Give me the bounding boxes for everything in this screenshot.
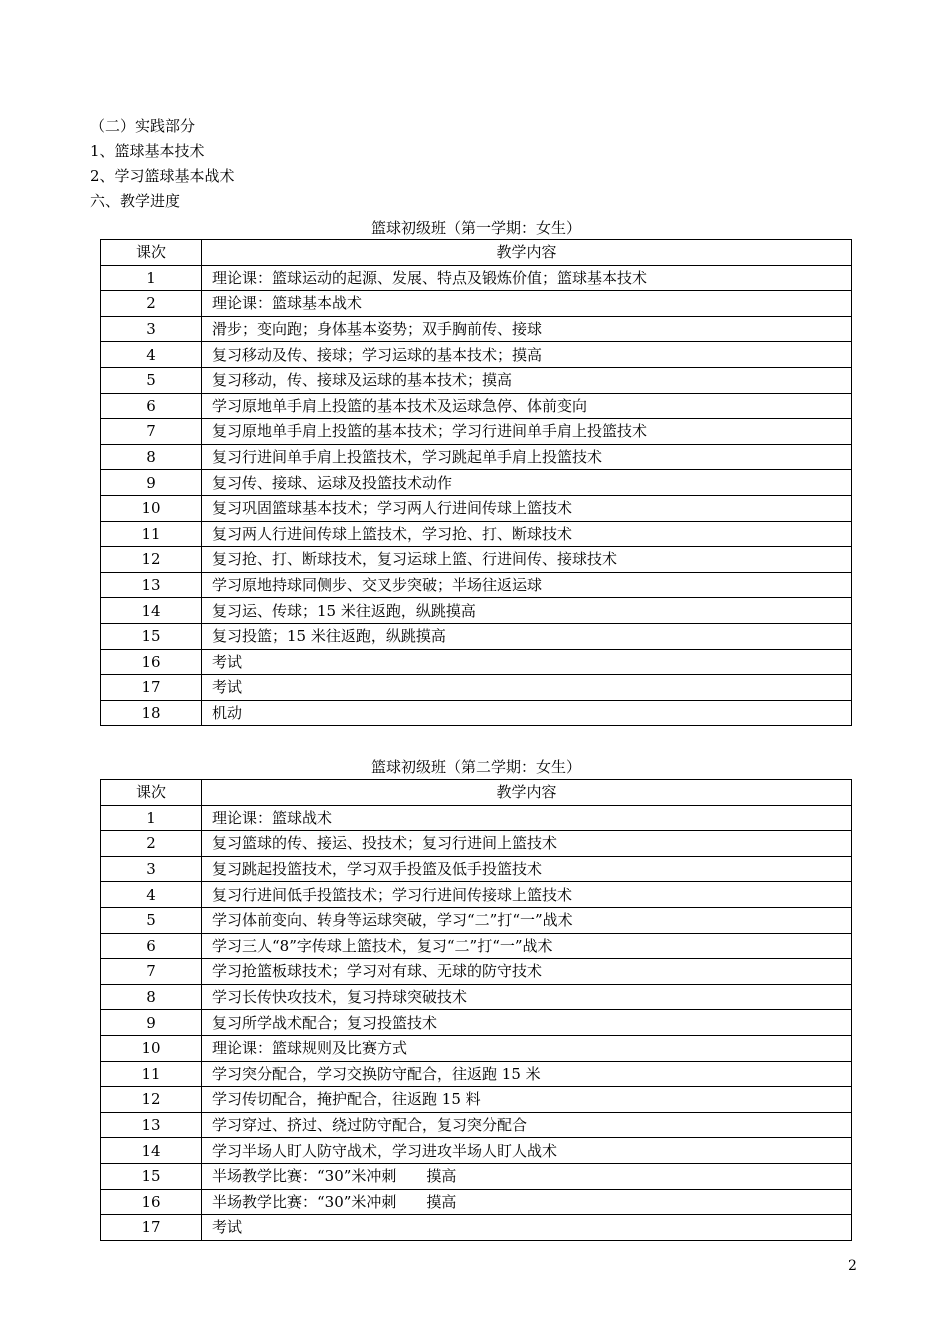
- table-row: [101, 1087, 852, 1113]
- lesson-content: 复习行进间低手投篮技术；学习行进间传接球上篮技术: [202, 882, 852, 908]
- section-heading-practice: （二）实践部分: [90, 117, 196, 135]
- lesson-number: 17: [101, 1215, 202, 1241]
- table-row: [101, 959, 852, 985]
- lesson-content: 理论课：篮球运动的起源、发展、特点及锻炼价值；篮球基本技术: [202, 265, 852, 291]
- page-number: 2: [848, 1258, 857, 1274]
- lesson-content: 学习三人“8”字传球上篮技术，复习“二”打“一”战术: [202, 933, 852, 959]
- table-row: [101, 623, 852, 649]
- lesson-content: 理论课：篮球规则及比赛方式: [202, 1035, 852, 1061]
- lesson-number: 17: [101, 675, 202, 701]
- lesson-content: 复习移动，传、接球及运球的基本技术；摸高: [202, 367, 852, 393]
- schedule-table-semester-2: [100, 779, 852, 1241]
- table-row: [101, 1035, 852, 1061]
- lesson-number: 8: [101, 444, 202, 470]
- lesson-number: 16: [101, 1189, 202, 1215]
- lesson-number: 10: [101, 495, 202, 521]
- lesson-content: 滑步；变向跑；身体基本姿势；双手胸前传、接球: [202, 316, 852, 342]
- lesson-content: 半场教学比赛：“30”米冲刺 摸高: [202, 1189, 852, 1215]
- table-row: [101, 291, 852, 317]
- table-row: [101, 984, 852, 1010]
- lesson-number: 11: [101, 521, 202, 547]
- header-lesson: 课次: [101, 780, 202, 806]
- table-row: [101, 1138, 852, 1164]
- lesson-number: 7: [101, 959, 202, 985]
- lesson-number: 10: [101, 1035, 202, 1061]
- table-row: [101, 675, 852, 701]
- lesson-number: 7: [101, 419, 202, 445]
- lesson-number: 9: [101, 1010, 202, 1036]
- lesson-content: 学习突分配合，学习交换防守配合，往返跑 15 米: [202, 1061, 852, 1087]
- lesson-content: 理论课：篮球基本战术: [202, 291, 852, 317]
- lesson-content: 学习原地持球同侧步、交叉步突破；半场往返运球: [202, 572, 852, 598]
- lesson-content: 复习抢、打、断球技术，复习运球上篮、行进间传、接球技术: [202, 547, 852, 573]
- table-header-row: [101, 240, 852, 266]
- lesson-number: 9: [101, 470, 202, 496]
- lesson-number: 3: [101, 856, 202, 882]
- lesson-content: 复习原地单手肩上投篮的基本技术；学习行进间单手肩上投篮技术: [202, 419, 852, 445]
- table-row: [101, 495, 852, 521]
- schedule-table-semester-1: [100, 239, 852, 726]
- lesson-number: 4: [101, 882, 202, 908]
- lesson-content: 半场教学比赛：“30”米冲刺 摸高: [202, 1163, 852, 1189]
- header-lesson: 课次: [101, 240, 202, 266]
- lesson-number: 3: [101, 316, 202, 342]
- section-heading-schedule: 六、教学进度: [90, 192, 181, 210]
- lesson-content: 学习传切配合，掩护配合，往返跑 15 料: [202, 1087, 852, 1113]
- lesson-content: 学习半场人盯人防守战术，学习进攻半场人盯人战术: [202, 1138, 852, 1164]
- table-row: [101, 1215, 852, 1241]
- lesson-number: 16: [101, 649, 202, 675]
- lesson-number: 8: [101, 984, 202, 1010]
- lesson-number: 14: [101, 1138, 202, 1164]
- table-row: [101, 882, 852, 908]
- table-row: [101, 805, 852, 831]
- lesson-content: 机动: [202, 700, 852, 726]
- table-row: [101, 572, 852, 598]
- table-row: [101, 907, 852, 933]
- lesson-content: 理论课：篮球战术: [202, 805, 852, 831]
- lesson-number: 1: [101, 805, 202, 831]
- table-row: [101, 1061, 852, 1087]
- lesson-content: 考试: [202, 675, 852, 701]
- table-row: [101, 856, 852, 882]
- item-basic-skills: 1、篮球基本技术: [90, 142, 205, 160]
- table-row: [101, 342, 852, 368]
- lesson-number: 1: [101, 265, 202, 291]
- lesson-number: 14: [101, 598, 202, 624]
- lesson-number: 13: [101, 572, 202, 598]
- table-row: [101, 598, 852, 624]
- table-row: [101, 649, 852, 675]
- lesson-content: 学习穿过、挤过、绕过防守配合，复习突分配合: [202, 1112, 852, 1138]
- lesson-content: 复习所学战术配合；复习投篮技术: [202, 1010, 852, 1036]
- lesson-content: 学习抢篮板球技术；学习对有球、无球的防守技术: [202, 959, 852, 985]
- lesson-number: 6: [101, 393, 202, 419]
- table-caption-semester-1: 篮球初级班（第一学期：女生）: [370, 219, 581, 237]
- lesson-number: 13: [101, 1112, 202, 1138]
- table-row: [101, 419, 852, 445]
- table-row: [101, 316, 852, 342]
- lesson-content: 学习原地单手肩上投篮的基本技术及运球急停、体前变向: [202, 393, 852, 419]
- lesson-number: 4: [101, 342, 202, 368]
- table-row: [101, 1010, 852, 1036]
- table-row: [101, 1163, 852, 1189]
- lesson-content: 复习移动及传、接球；学习运球的基本技术；摸高: [202, 342, 852, 368]
- item-basic-tactics: 2、学习篮球基本战术: [90, 167, 235, 185]
- lesson-number: 2: [101, 831, 202, 857]
- header-content: 教学内容: [202, 780, 852, 806]
- lesson-number: 12: [101, 547, 202, 573]
- table-row: [101, 444, 852, 470]
- table-row: [101, 933, 852, 959]
- lesson-number: 11: [101, 1061, 202, 1087]
- table-header-row: [101, 780, 852, 806]
- lesson-content: 考试: [202, 649, 852, 675]
- table-row: [101, 700, 852, 726]
- lesson-content: 复习行进间单手肩上投篮技术，学习跳起单手肩上投篮技术: [202, 444, 852, 470]
- lesson-number: 2: [101, 291, 202, 317]
- lesson-content: 考试: [202, 1215, 852, 1241]
- table-caption-semester-2: 篮球初级班（第二学期：女生）: [370, 758, 581, 776]
- table-row: [101, 547, 852, 573]
- lesson-number: 15: [101, 623, 202, 649]
- table-row: [101, 1112, 852, 1138]
- lesson-number: 18: [101, 700, 202, 726]
- table-row: [101, 521, 852, 547]
- lesson-content: 复习巩固篮球基本技术；学习两人行进间传球上篮技术: [202, 495, 852, 521]
- table-row: [101, 265, 852, 291]
- lesson-number: 15: [101, 1163, 202, 1189]
- lesson-content: 复习传、接球、运球及投篮技术动作: [202, 470, 852, 496]
- lesson-content: 复习运、传球；15 米往返跑，纵跳摸高: [202, 598, 852, 624]
- table-row: [101, 1189, 852, 1215]
- header-content: 教学内容: [202, 240, 852, 266]
- table-row: [101, 470, 852, 496]
- lesson-content: 复习投篮；15 米往返跑，纵跳摸高: [202, 623, 852, 649]
- table-row: [101, 367, 852, 393]
- intro-section: [90, 114, 235, 214]
- lesson-number: 6: [101, 933, 202, 959]
- lesson-number: 5: [101, 907, 202, 933]
- lesson-content: 复习跳起投篮技术，学习双手投篮及低手投篮技术: [202, 856, 852, 882]
- lesson-content: 复习两人行进间传球上篮技术，学习抢、打、断球技术: [202, 521, 852, 547]
- table-row: [101, 831, 852, 857]
- lesson-number: 12: [101, 1087, 202, 1113]
- lesson-number: 5: [101, 367, 202, 393]
- lesson-content: 复习篮球的传、接运、投技术；复习行进间上篮技术: [202, 831, 852, 857]
- lesson-content: 学习体前变向、转身等运球突破，学习“二”打“一”战术: [202, 907, 852, 933]
- table-row: [101, 393, 852, 419]
- lesson-content: 学习长传快攻技术，复习持球突破技术: [202, 984, 852, 1010]
